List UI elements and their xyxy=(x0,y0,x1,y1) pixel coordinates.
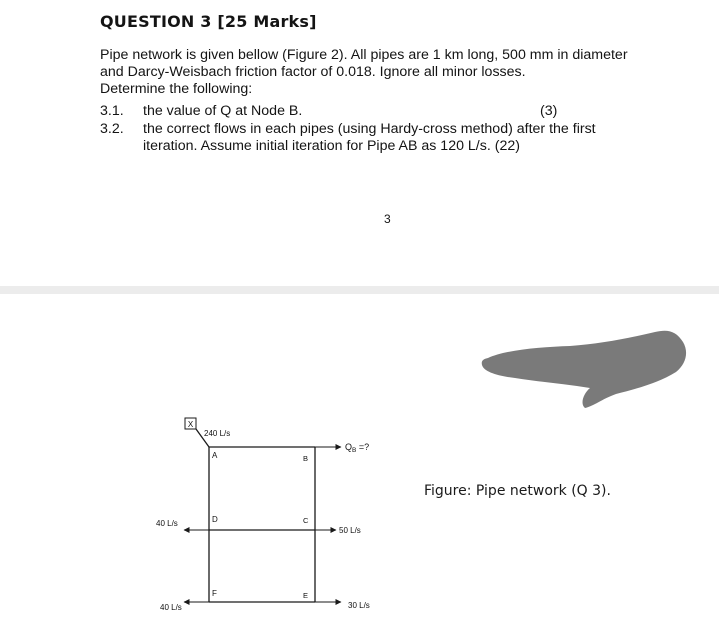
item-3-1-marks: (3) xyxy=(540,103,558,119)
outflow-e-label: 30 L/s xyxy=(348,601,370,610)
outflow-c-label: 50 L/s xyxy=(339,526,361,535)
node-b-label: B xyxy=(303,454,309,463)
node-a-label: A xyxy=(212,451,218,460)
node-f-label: F xyxy=(212,589,217,598)
paragraph-line-3: Determine the following: xyxy=(100,81,253,97)
paragraph-line-1: Pipe network is given bellow (Figure 2). All pipes are 1 km long, 500 mm in diameter xyxy=(100,47,628,63)
inflow-x-label: 240 L/s xyxy=(204,429,231,438)
page-number: 3 xyxy=(384,212,391,226)
item-3-1-text: the value of Q at Node B. xyxy=(143,103,303,119)
figure-caption: Figure: Pipe network (Q 3). xyxy=(424,483,611,499)
item-3-2-line-2: iteration. Assume initial iteration for Pipe AB as 120 L/s. (22) xyxy=(143,138,520,154)
node-x-label: X xyxy=(187,420,194,429)
redaction-mark xyxy=(482,331,686,408)
item-3-2-number: 3.2. xyxy=(100,121,124,137)
item-3-2-line-1: the correct flows in each pipes (using Hardy-cross method) after the first xyxy=(143,121,596,137)
node-d-label: D xyxy=(212,515,218,524)
question-title: QUESTION 3 [25 Marks] xyxy=(100,12,317,31)
outflow-d-label: 40 L/s xyxy=(156,519,178,528)
outflow-f-label: 40 L/s xyxy=(160,603,182,612)
node-c-label: C xyxy=(303,516,309,525)
item-3-1-number: 3.1. xyxy=(100,103,124,119)
outflow-b-label: $Q_B$ =? xyxy=(345,442,370,454)
node-e-label: E xyxy=(303,591,309,600)
paragraph-line-2: and Darcy-Weisbach friction factor of 0.018. Ignore all minor losses. xyxy=(100,64,526,80)
